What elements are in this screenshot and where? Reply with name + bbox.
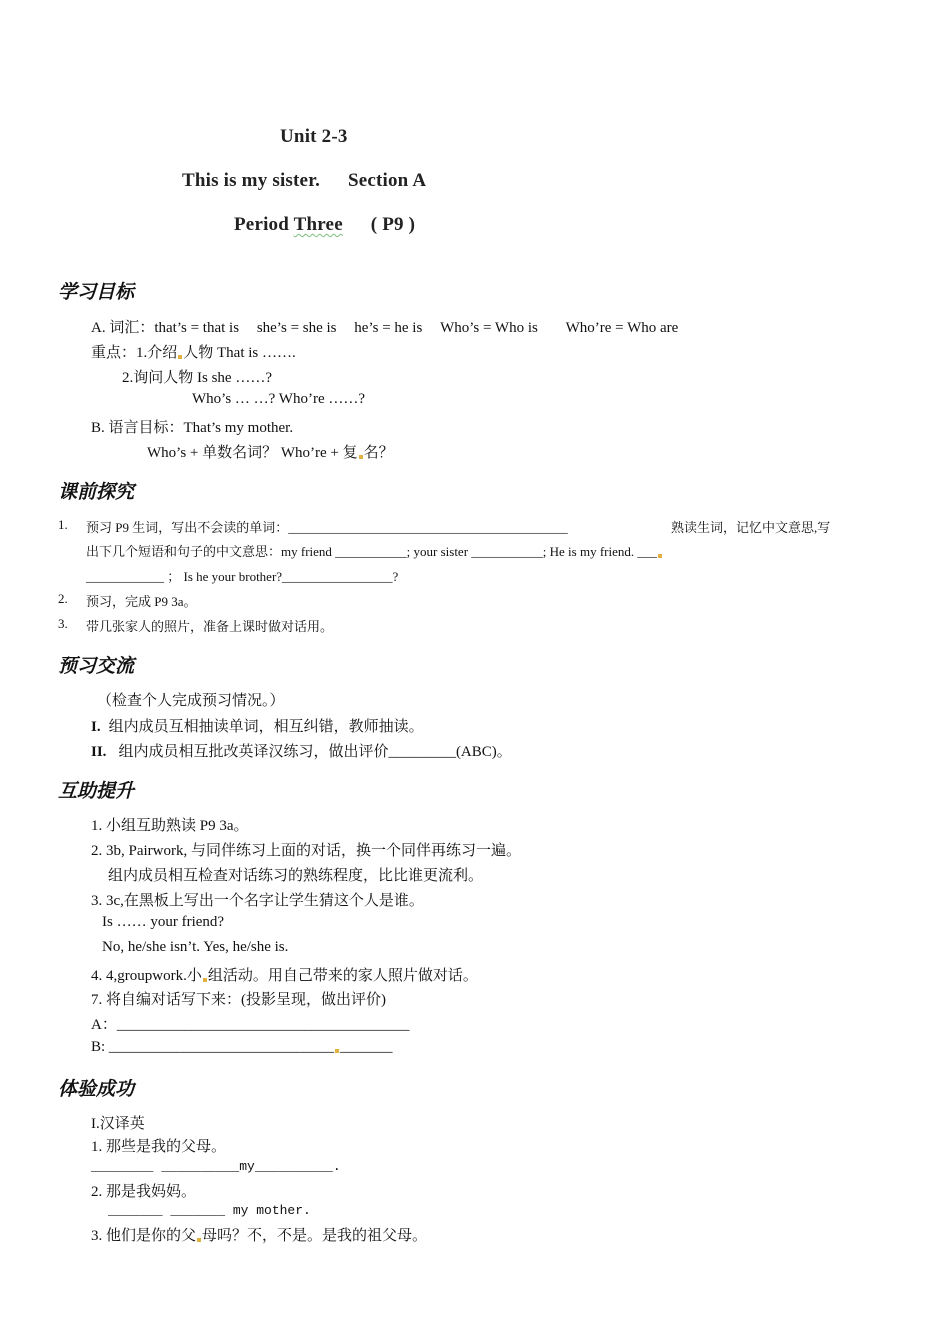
section-heading-success: 体验成功 [58,1079,135,1100]
period-page: ( P9 ) [370,214,416,235]
improve-line-1: 1. 小组互助熟读 P9 3a。 [91,818,249,834]
exchange-intro: （检查个人完成预习情况。） [97,693,285,709]
comment-marker [658,554,662,558]
dialogue-line-b [91,1039,392,1056]
preview-item-3-number: 3. [58,616,68,631]
improve-line-3: 组内成员相互检查对话练习的熟练程度，比比谁更流利。 [108,868,484,884]
exchange-item-1 [91,715,424,736]
vocab-item: Who’re = Who are [565,320,679,336]
period-title [234,214,415,236]
improve-line-7 [91,964,478,985]
exchange-item-2-number: II. [91,744,107,760]
improve-line-8: 7. 将自编对话写下来：(投影呈现，做出评价) [91,992,386,1008]
preview-item-2-number: 2. [58,591,68,606]
improve-line-4: 3. 3c,在黑板上写出一个名字让学生猜这个人是谁。 [91,893,424,909]
preview-item-1-line2 [86,541,663,560]
preview-item-1-text: 预习 P9 生词，写出不会读的单词：___________________________________________ [86,520,568,535]
language-goal: B. 语言目标：That’s my mother. [91,420,294,436]
language-goal-text: Who’s + 单数名词？ Who’re + 复 [147,445,358,461]
key-point-2: 2.询问人物 Is she ……? [122,370,272,386]
section-heading-preview: 课前探究 [58,482,135,503]
language-goal-2 [147,441,394,462]
comment-marker [359,455,363,459]
preview-item-3-text: 带几张家人的照片，准备上课时做对话用。 [86,619,334,634]
exercise-question-2: 2. 那是我妈妈。 [91,1184,197,1200]
key-point-3: Who’s … …? Who’re ……? [192,391,366,407]
period-label: Period [234,214,294,235]
preview-item-2-text: 预习，完成 P9 3a。 [86,594,197,609]
vocab-line [91,316,678,337]
unit-title: Unit 2-3 [280,126,348,147]
dialogue-line-b-start: B: ______________________________ [91,1039,334,1055]
exchange-item-1-number: I. [91,719,101,735]
improve-line-7-start: 4. 4,groupwork.小 [91,968,202,984]
comment-marker [203,978,207,982]
improve-line-2: 2. 3b, Pairwork, 与同伴练习上面的对话，换一个同伴再练习一遍。 [91,843,521,859]
lesson-title-main: This is my sister. [182,170,321,191]
exercise-question-3-end: 母吗？不，不是。是我的祖父母。 [202,1228,428,1244]
lesson-title [182,170,426,192]
improve-line-7-end: 组活动。用自己带来的家人照片做对话。 [207,968,478,984]
lesson-section: Section A [347,170,427,191]
vocab-item: Who’s = Who is [440,320,538,336]
improve-line-6: No, he/she isn’t. Yes, he/she is. [102,939,289,955]
vocab-item: she’s = she is [256,320,337,336]
exercise-answer-2: _______ _______ my mother. [108,1203,311,1218]
exercise-subheading: I.汉译英 [91,1116,145,1132]
period-number: Three [293,214,343,235]
comment-marker [178,355,182,359]
key-point-1 [91,341,296,362]
comment-marker [335,1049,339,1053]
vocab-label: A. 词汇： [91,320,155,336]
exchange-item-2 [91,740,512,761]
section-heading-improve: 互助提升 [58,781,135,802]
vocab-item: that’s = that is [154,320,240,336]
preview-item-1-line3: ____________ ； Is he your brother?_________________? [86,569,399,584]
vocab-item: he’s = he is [354,320,423,336]
exercise-answer-1: ________ __________my__________. [91,1159,341,1174]
preview-phrases: 出下几个短语和句子的中文意思：my friend ___________; your sister ___________; He is my friend. ___ [86,544,657,559]
section-heading-exchange: 预习交流 [58,656,135,677]
exchange-item-2-text: 组内成员相互批改英译汉练习，做出评价_________(ABC)。 [118,744,512,760]
exercise-question-3-start: 3. 他们是你的父 [91,1228,197,1244]
key-point-label: 重点：1.介绍 [91,345,178,361]
exercise-question-1: 1. 那些是我的父母。 [91,1139,227,1155]
comment-marker [197,1238,201,1242]
exchange-item-1-text: 组内成员互相抽读单词，相互纠错，教师抽读。 [108,719,424,735]
dialogue-line-b-end: _______ [339,1039,393,1055]
dialogue-line-a: A：_______________________________________ [91,1017,410,1033]
improve-line-5: Is …… your friend? [102,914,225,930]
preview-item-1-text-cont: 熟读生词，记忆中文意思,写 [671,520,831,535]
language-goal-text-end: 名？ [363,445,394,461]
preview-item-1-number: 1. [58,517,68,532]
key-point-text: 人物 That is ……. [183,345,296,361]
section-heading-objectives: 学习目标 [58,282,135,303]
exercise-question-3 [91,1224,427,1245]
